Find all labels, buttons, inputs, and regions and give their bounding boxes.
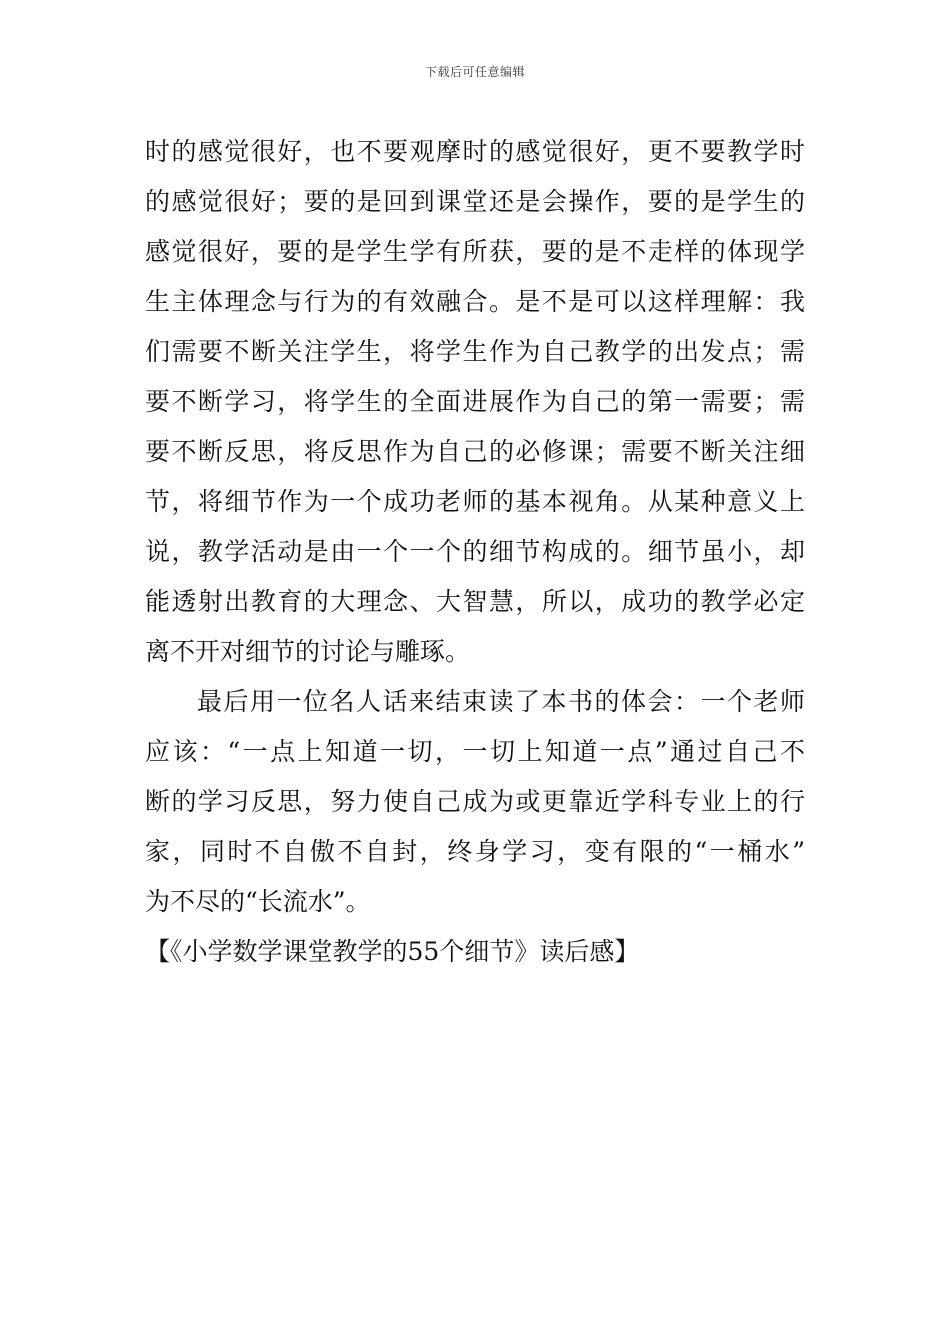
text-line: 能透射出教育的大理念、大智慧，所以，成功的教学必定 [145,587,805,616]
text-line: 生主体理念与行为的有效融合。是不是可以这样理解：我 [145,287,805,316]
text-line: 们需要不断关注学生，将学生作为自己教学的出发点；需 [145,337,805,366]
text-line: 节，将细节作为一个成功老师的基本视角。从某种意义上 [145,487,805,516]
paragraph-1 [145,127,805,677]
text-line: 的感觉很好；要的是回到课堂还是会操作，要的是学生的 [145,187,805,216]
text-line: 时的感觉很好，也不要观摩时的感觉很好，更不要教学时 [145,137,805,166]
text-line: 应该：“一点上知道一切，一切上知道一点”通过自己不 [145,737,805,766]
text-line: 离不开对细节的讨论与雕琢。 [145,637,471,666]
closing-title: 【《小学数学课堂教学的55个细节》读后感】 [145,937,640,966]
text-line: 要不断学习，将学生的全面进展作为自己的第一需要；需 [145,387,805,416]
text-line: 说，教学活动是由一个一个的细节构成的。细节虽小，却 [145,537,805,566]
document-body [145,127,805,977]
text-line: 断的学习反思，努力使自己成为或更靠近学科专业上的行 [145,787,805,816]
paragraph-2 [145,677,805,927]
text-line: 要不断反思，将反思作为自己的必修课；需要不断关注细 [145,437,805,466]
text-line: 家，同时不自傲不自封，终身学习，变有限的“一桶水” [145,837,805,866]
text-line: 最后用一位名人话来结束读了本书的体会：一个老师 [197,687,805,716]
text-line: 为不尽的“长流水”。 [145,887,371,916]
page-header: 下载后可任意编辑 [424,65,525,79]
text-line: 感觉很好，要的是学生学有所获，要的是不走样的体现学 [145,237,805,266]
